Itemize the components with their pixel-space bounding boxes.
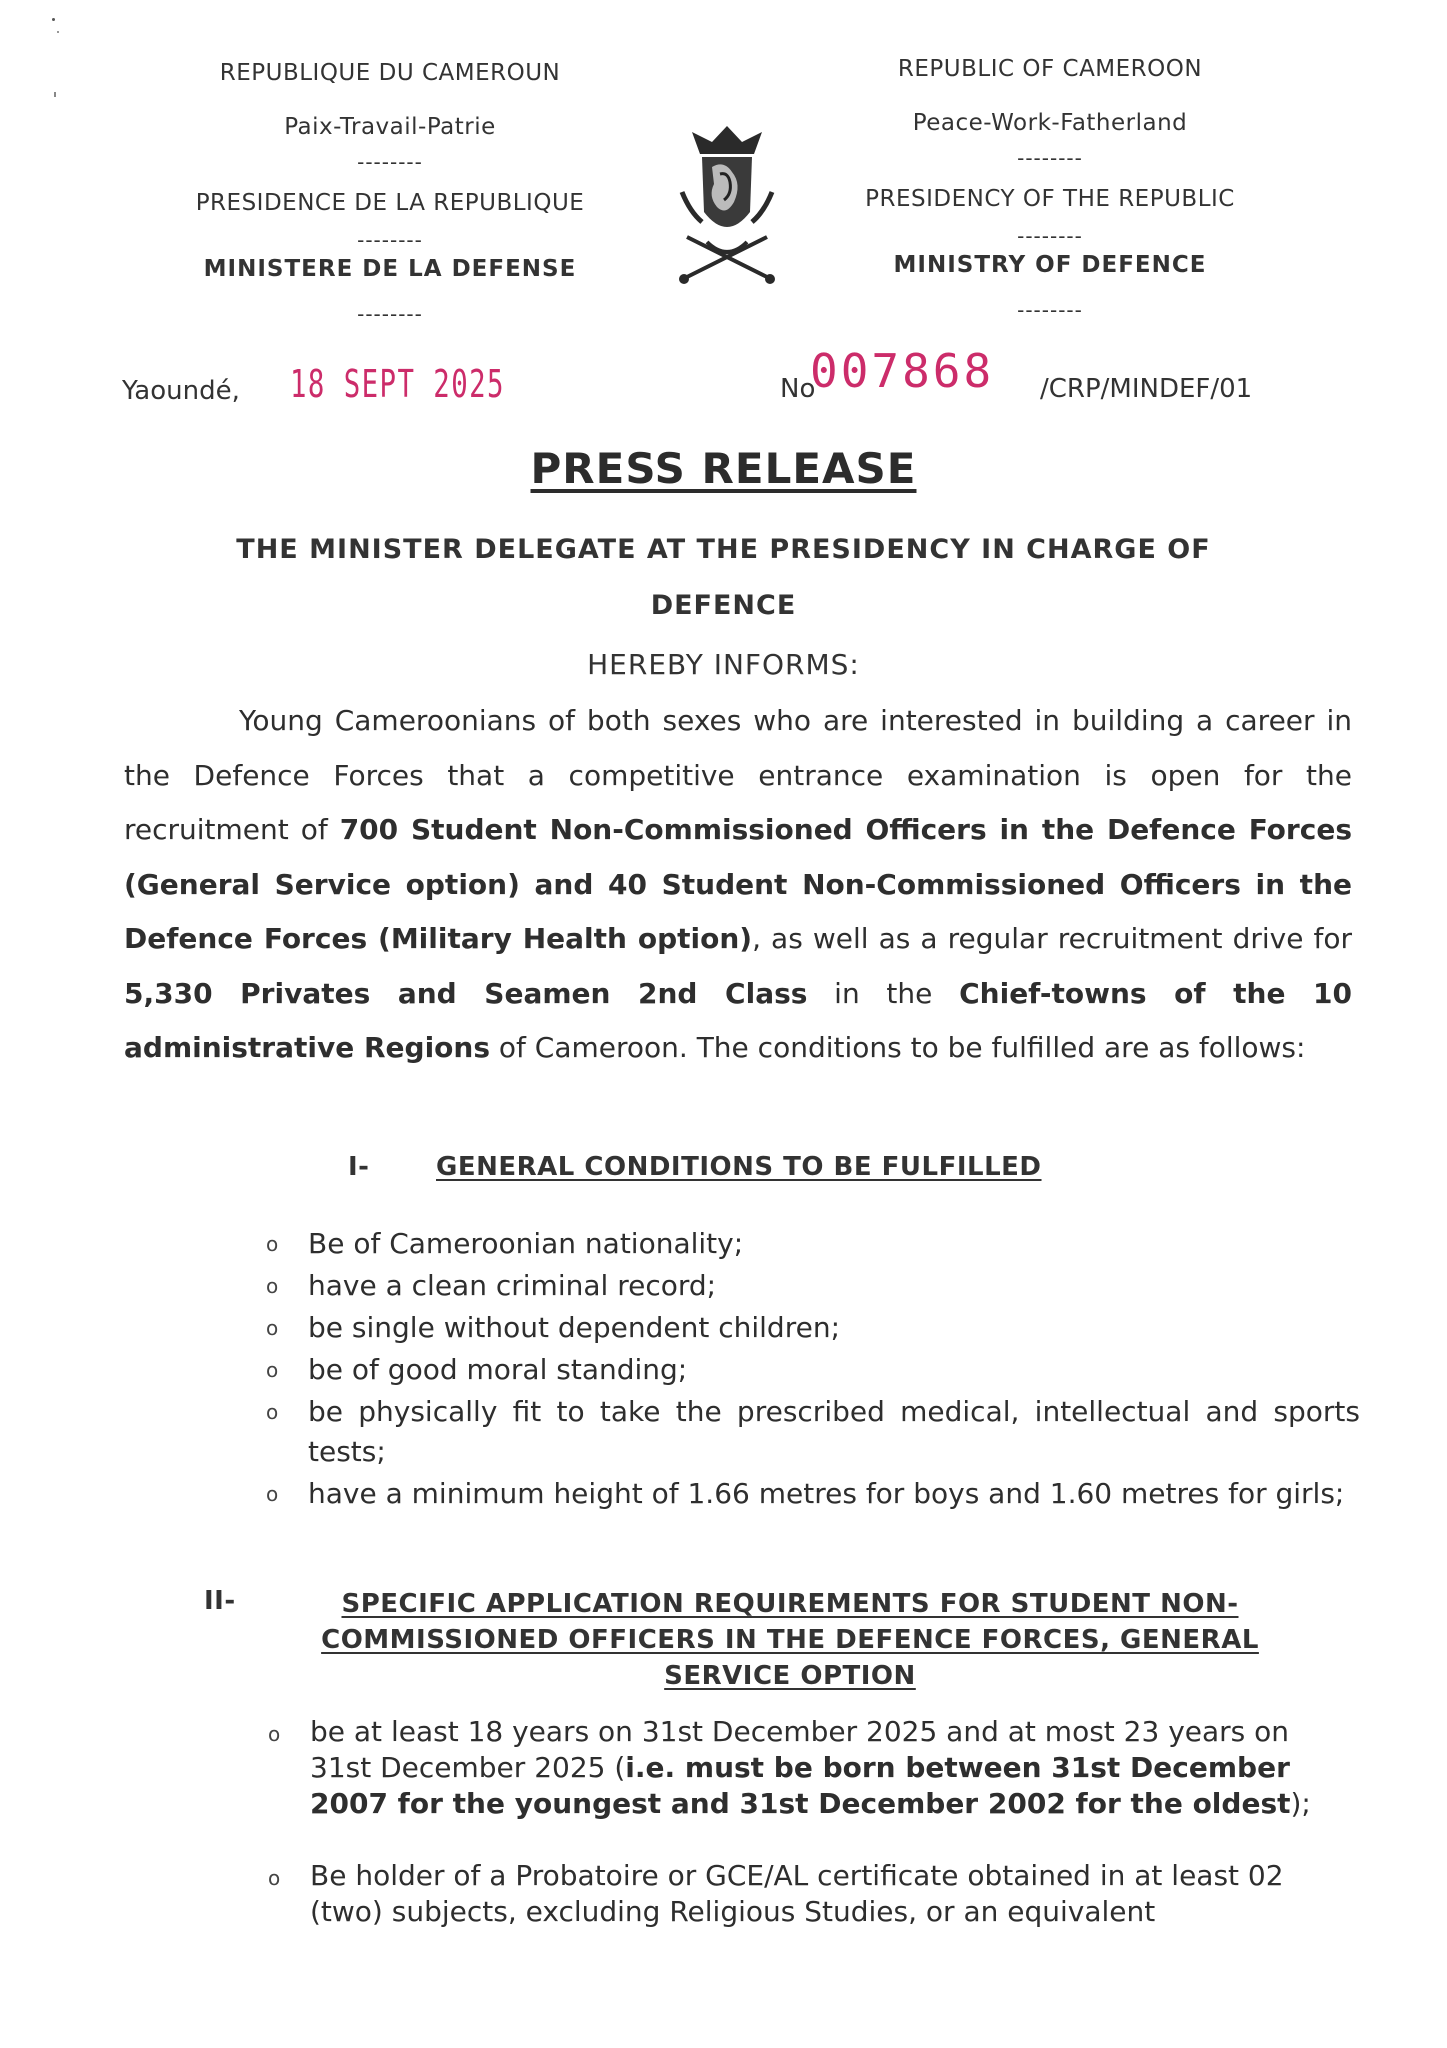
bullet-icon: o xyxy=(266,1482,279,1506)
reference-number-label: No xyxy=(780,374,816,404)
subtitle-line-1: THE MINISTER DELEGATE AT THE PRESIDENCY IN CHARGE OF xyxy=(236,534,1211,565)
list-item xyxy=(268,1858,1328,1930)
header-right-institution: PRESIDENCY OF THE REPUBLIC xyxy=(865,186,1235,212)
hereby-informs: HEREBY INFORMS: xyxy=(587,648,860,681)
header-left-institution: PRESIDENCE DE LA REPUBLIQUE xyxy=(195,190,585,216)
reference-number-stamp: 007868 xyxy=(810,344,995,398)
intro-bold-regions: Chief-towns of the 10 administrative Regions xyxy=(124,976,1353,1064)
page-title: PRESS RELEASE xyxy=(530,444,917,493)
list-item-text: be at least 18 years on 31st December 2025 and at most 23 years on 31st December 2025 ( xyxy=(310,1715,1290,1784)
list-item-text: be physically fit to take the prescribed medical, intellectual and sports tests; xyxy=(308,1395,1360,1468)
section-2-number: II- xyxy=(204,1586,236,1616)
intro-text: of Cameroon. The conditions to be fulfilled are as follows: xyxy=(490,1031,1306,1064)
section-2-heading xyxy=(270,1586,1310,1694)
list-item-text: have a minimum height of 1.66 metres for boys and 1.60 metres for girls; xyxy=(308,1477,1345,1510)
intro-text: Young Cameroonians of both sexes who are interested in building a career in the Defence Forces that a competitive entrance examination is open for the recruitment of xyxy=(124,704,1352,846)
intro-bold-privates: 5,330 Privates and Seamen 2nd Class xyxy=(124,976,808,1010)
header-left-divider: -------- xyxy=(357,228,423,252)
bullet-icon: o xyxy=(266,1316,279,1340)
scan-speck xyxy=(54,92,56,97)
header-left-ministry: MINISTERE DE LA DEFENSE xyxy=(203,256,577,282)
header-left-motto: Paix-Travail-Patrie xyxy=(284,114,496,140)
date-stamp: 18 SEPT 2025 xyxy=(290,362,505,406)
bullet-icon: o xyxy=(266,1400,279,1424)
section-1-heading: GENERAL CONDITIONS TO BE FULFILLED xyxy=(436,1152,1042,1182)
reference-code: /CRP/MINDEF/01 xyxy=(1040,374,1253,404)
section-2-heading-line: SERVICE OPTION xyxy=(664,1661,916,1691)
list-item-text: be single without dependent children; xyxy=(308,1311,840,1344)
header-right-ministry: MINISTRY OF DEFENCE xyxy=(893,252,1207,278)
section-1-number: I- xyxy=(348,1152,370,1182)
scan-speck xyxy=(57,31,59,33)
header-right-divider: -------- xyxy=(1017,224,1083,248)
subtitle-line-2: DEFENCE xyxy=(650,590,797,621)
bullet-icon: o xyxy=(266,1358,279,1382)
list-item-text: ); xyxy=(1290,1787,1311,1820)
section-2-heading-line: COMMISSIONED OFFICERS IN THE DEFENCE FORCES, GENERAL xyxy=(321,1625,1259,1655)
intro-paragraph xyxy=(124,694,1352,1076)
list-item xyxy=(266,1350,1360,1390)
section-2-heading-line: SPECIFIC APPLICATION REQUIREMENTS FOR STUDENT NON- xyxy=(341,1589,1239,1619)
list-item-text: have a clean criminal record; xyxy=(308,1269,717,1302)
specific-requirements-list xyxy=(268,1714,1328,1930)
list-item xyxy=(266,1266,1360,1306)
header-right-motto: Peace-Work-Fatherland xyxy=(912,110,1188,136)
list-item-text: Be holder of a Probatoire or GCE/AL certificate obtained in at least 02 (two) subjects, excluding Religious Studies, or an equivalent xyxy=(310,1859,1284,1928)
bullet-icon: o xyxy=(268,1866,281,1890)
defence-emblem-icon xyxy=(662,112,792,292)
list-item-bold-text: i.e. must be born between 31st December 2007 for the youngest and 31st December 2002 for the oldest xyxy=(310,1751,1291,1820)
list-item xyxy=(266,1224,1360,1264)
intro-bold-recruitment: 700 Student Non-Commissioned Officers in the Defence Forces (General Service option) and 40 Student Non-Commissioned Officers in the Defence Forces (Military Health option) xyxy=(124,813,1352,955)
list-item xyxy=(266,1308,1360,1348)
list-item-text: be of good moral standing; xyxy=(308,1353,688,1386)
dateline-place: Yaoundé, xyxy=(122,376,240,406)
list-item xyxy=(266,1474,1360,1514)
bullet-icon: o xyxy=(266,1274,279,1298)
list-item-text: Be of Cameroonian nationality; xyxy=(308,1227,744,1260)
header-left-divider: -------- xyxy=(357,150,423,174)
bullet-icon: o xyxy=(268,1722,281,1746)
intro-text: , as well as a regular recruitment drive for xyxy=(752,922,1352,955)
header-right-country: REPUBLIC OF CAMEROON xyxy=(897,56,1203,82)
general-conditions-list xyxy=(266,1224,1360,1516)
header-left-country: REPUBLIQUE DU CAMEROUN xyxy=(219,60,561,86)
list-item xyxy=(266,1392,1360,1472)
scan-speck xyxy=(52,18,55,21)
header-right-divider: -------- xyxy=(1017,146,1083,170)
header-right-divider: -------- xyxy=(1017,298,1083,322)
header-left-divider: -------- xyxy=(357,302,423,326)
list-item xyxy=(268,1714,1328,1822)
intro-text: in the xyxy=(807,976,960,1010)
bullet-icon: o xyxy=(266,1232,279,1256)
